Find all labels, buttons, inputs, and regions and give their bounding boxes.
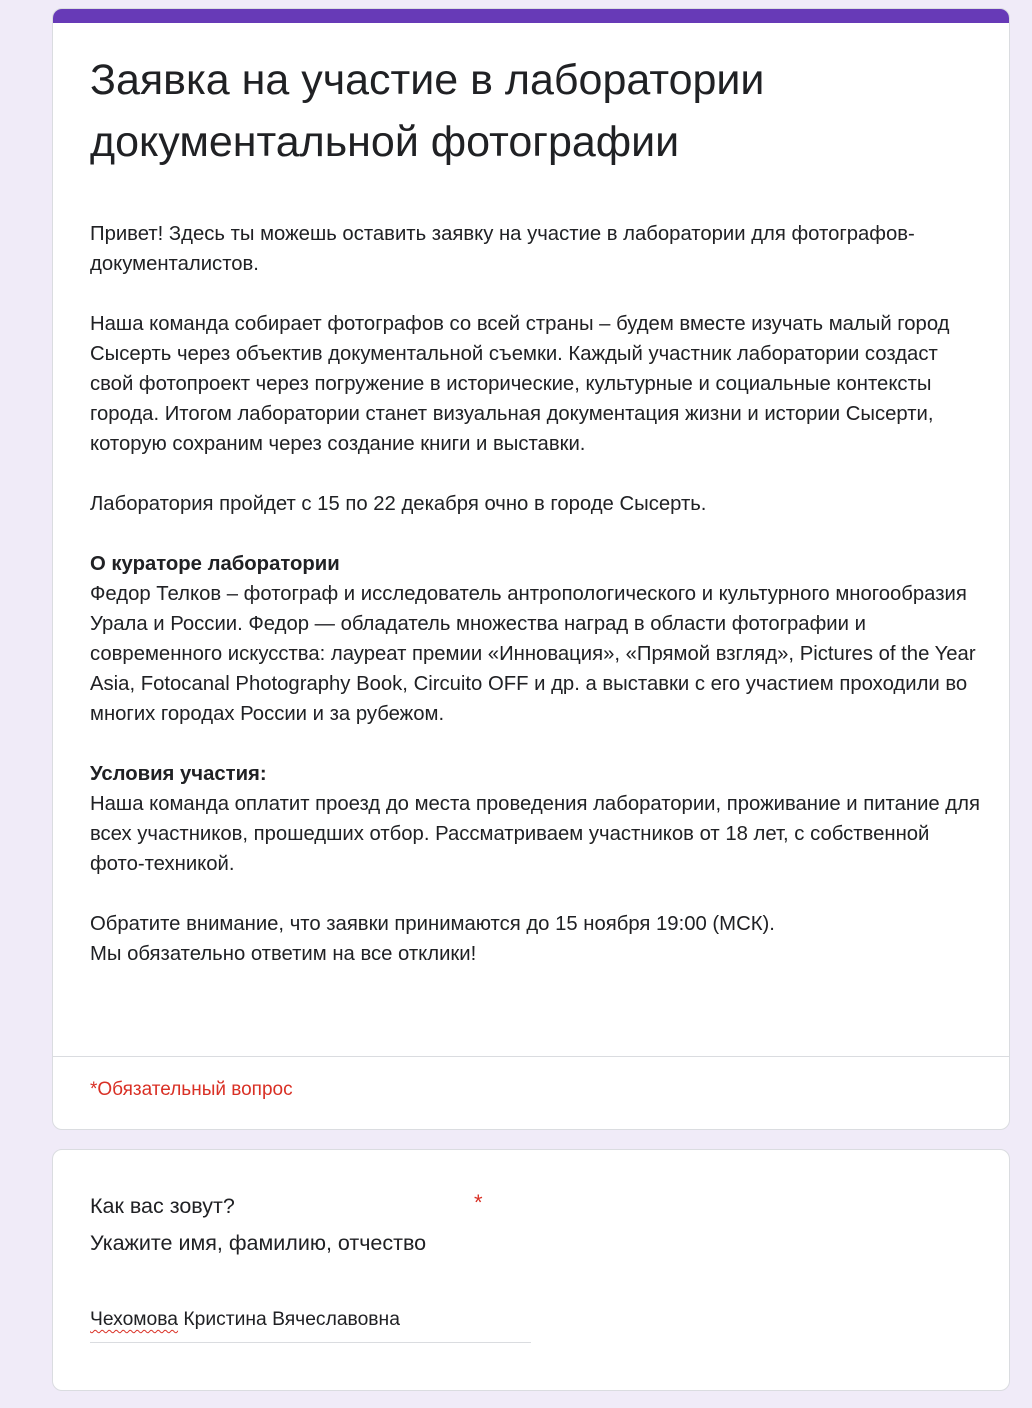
- form-title-line-1: Заявка на участие в лаборатории: [90, 56, 765, 104]
- answer-text-rest: Кристина Вячеславовна: [178, 1309, 400, 1330]
- required-asterisk: *: [474, 1190, 483, 1215]
- deadline-text: Обратите внимание, что заявки принимаются до 15 ноября 19:00 (МСК).: [90, 913, 775, 935]
- conditions-text: Наша команда оплатит проезд до места проведения лаборатории, проживание и питание для всех участников, прошедших отбор. Рассматриваем участников от 18 лет, с собственной фото-техникой.: [90, 793, 980, 875]
- question-title-line-2: Укажите имя, фамилию, отчество: [90, 1231, 427, 1255]
- form-title-line-2: документальной фотографии: [90, 118, 680, 166]
- required-question-note: *Обязательный вопрос: [90, 1079, 293, 1100]
- name-answer-input[interactable]: [90, 1304, 531, 1343]
- conditions-heading: Условия участия:: [90, 763, 267, 785]
- curator-heading: О кураторе лаборатории: [90, 553, 340, 575]
- accent-bar: [53, 9, 1009, 23]
- question-card-name: [52, 1149, 1010, 1391]
- curator-text: Федор Телков – фотограф и исследователь антропологического и культурного многообразия Урала и России. Федор — обладатель множества наград в области фотографии и современного искусства: лауреат премии «Инновация», «Прямой взгляд», Pictures of the Year Asia, Fotocanal Photography Book, Circuito OFF и др. а выставки с его участием проходили во многих городах России и за рубежом.: [90, 583, 976, 725]
- form-header-card: [52, 8, 1010, 1130]
- question-title-line-1: Как вас зовут?: [90, 1194, 235, 1218]
- description-dates: Лаборатория пройдет с 15 по 22 декабря очно в городе Сысерть.: [90, 493, 707, 515]
- header-divider: [53, 1056, 1009, 1057]
- response-promise-text: Мы обязательно ответим на все отклики!: [90, 943, 477, 965]
- form-title: [90, 49, 970, 173]
- description-intro: Привет! Здесь ты можешь оставить заявку на участие в лаборатории для фотографов-документалистов.: [90, 223, 915, 275]
- answer-misspelled-word: Чехомова: [90, 1309, 179, 1330]
- question-title: [90, 1188, 485, 1262]
- description-team: Наша команда собирает фотографов со всей страны – будем вместе изучать малый город Сысерть через объектив документальной съемки. Каждый участник лаборатории создаст свой фотопроект через погружение в исторические, культурные и социальные контексты города. Итогом лаборатории станет визуальная документация жизни и истории Сысерти, которую сохраним через создание книги и выставки.: [90, 313, 950, 455]
- form-description: [90, 219, 985, 969]
